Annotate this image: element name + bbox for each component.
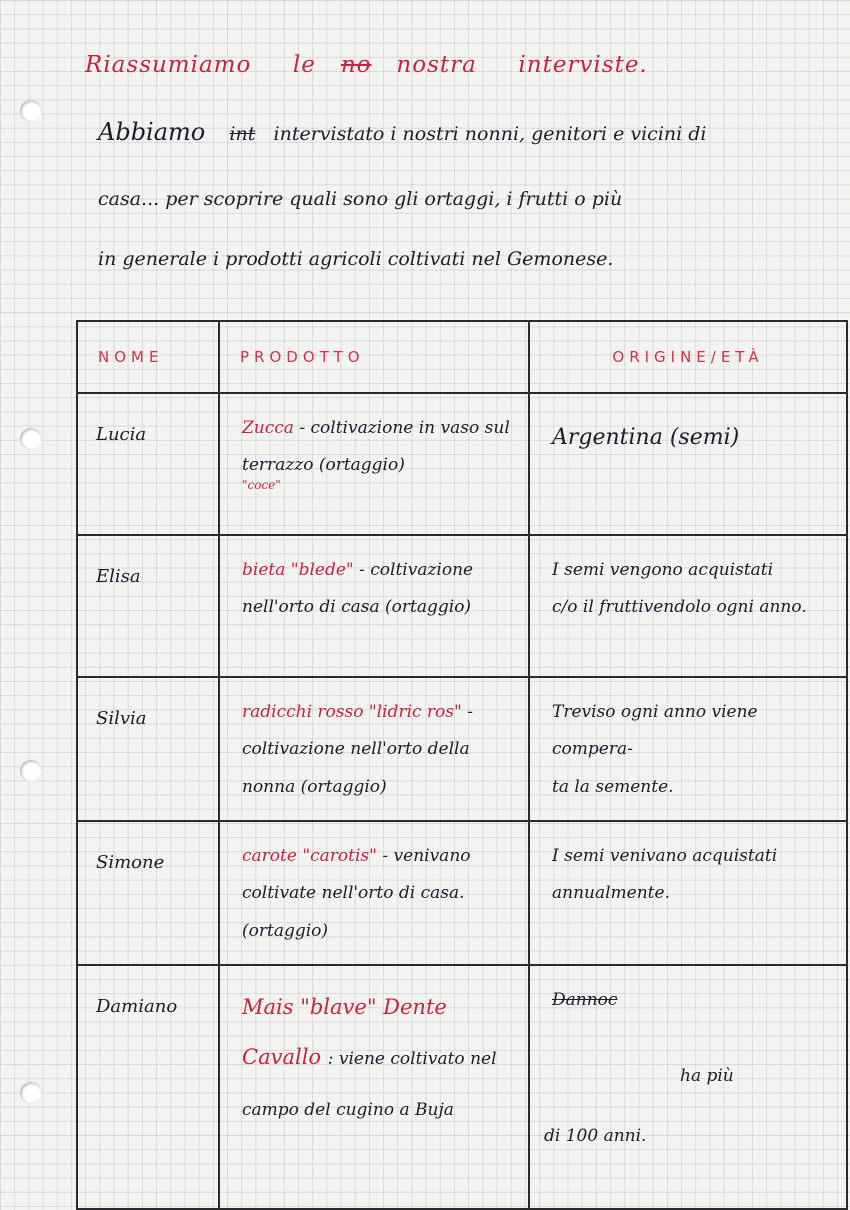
intro-line-2: casa... per scoprire quali sono gli ortaggi, i frutti o più (98, 188, 623, 210)
intro-text: intervistato i nostri nonni, genitori e vicini di (273, 123, 707, 145)
origin-line: c/o il fruttivendolo ogni anno. (552, 597, 807, 618)
cell-product (219, 821, 529, 965)
product-detail: - coltivazione nell'orto della nonna (ortaggio) (242, 702, 473, 797)
origin-line: di 100 anni. (544, 1126, 647, 1146)
cell-product (219, 965, 529, 1209)
intro-line-3: in generale i prodotti agricoli coltivati nel Gemonese. (98, 248, 614, 270)
product-name: bieta "blede" (242, 560, 354, 580)
interview-table (76, 320, 848, 1210)
punch-hole (20, 428, 42, 450)
origin-line: I semi vengono acquistati (552, 560, 774, 580)
table-row (77, 965, 847, 1209)
product-dialect-note: "coce" (242, 477, 281, 492)
table-row (77, 535, 847, 677)
table-header-row (77, 321, 847, 393)
origin-line: I semi venivano acquistati (552, 846, 778, 866)
cell-name: Elisa (77, 535, 219, 677)
product-name: radicchi rosso "lidric ros" (242, 702, 462, 722)
title-word: Riassumiamo (85, 52, 252, 78)
intro-line-1 (98, 118, 707, 146)
origin-line: ta la semente. (552, 776, 674, 797)
intro-struck-text: int (229, 123, 256, 145)
cell-product (219, 535, 529, 677)
table-row (77, 821, 847, 965)
intro-text: Abbiamo (98, 118, 206, 146)
product-detail: - coltivazione nell'orto di casa (ortaggio) (242, 560, 474, 618)
cell-origin (529, 821, 847, 965)
table-row (77, 677, 847, 821)
product-detail: - coltivazione in vaso sul terrazzo (ortaggio) (242, 418, 510, 476)
product-detail: - venivano coltivate nell'orto di casa. (ortaggio) (242, 846, 471, 941)
cell-name: Lucia (77, 393, 219, 535)
cell-name: Silvia (77, 677, 219, 821)
title-word: nostra (396, 52, 477, 78)
cell-origin: Argentina (semi) (529, 393, 847, 535)
cell-origin (529, 965, 847, 1209)
cell-name: Damiano (77, 965, 219, 1209)
table-row (77, 393, 847, 535)
product-name: carote "carotis" (242, 846, 377, 866)
origin-struck-text: Dannoc (552, 990, 618, 1010)
cell-origin (529, 677, 847, 821)
cell-product (219, 393, 529, 535)
origin-line: annualmente. (552, 883, 670, 904)
origin-line: Treviso ogni anno viene compera- (552, 702, 758, 760)
punch-hole (20, 1082, 42, 1104)
punch-hole (20, 100, 42, 122)
title-word: le (292, 52, 316, 78)
cell-product (219, 677, 529, 821)
product-name: Mais "blave" Dente Cavallo (242, 995, 447, 1070)
origin-line: ha più (680, 1066, 734, 1086)
punch-hole (20, 760, 42, 782)
header-name: NOME (77, 321, 219, 393)
product-detail: : viene coltivato nel campo del cugino a Buja (242, 1049, 497, 1120)
header-product: PRODOTTO (219, 321, 529, 393)
cell-name: Simone (77, 821, 219, 965)
title-struck-word: no (340, 52, 372, 78)
title-word: interviste. (518, 52, 648, 78)
header-origin: ORIGINE/ETÀ (529, 321, 847, 393)
page-title (85, 52, 648, 78)
product-name: Zucca (242, 418, 294, 438)
cell-origin (529, 535, 847, 677)
